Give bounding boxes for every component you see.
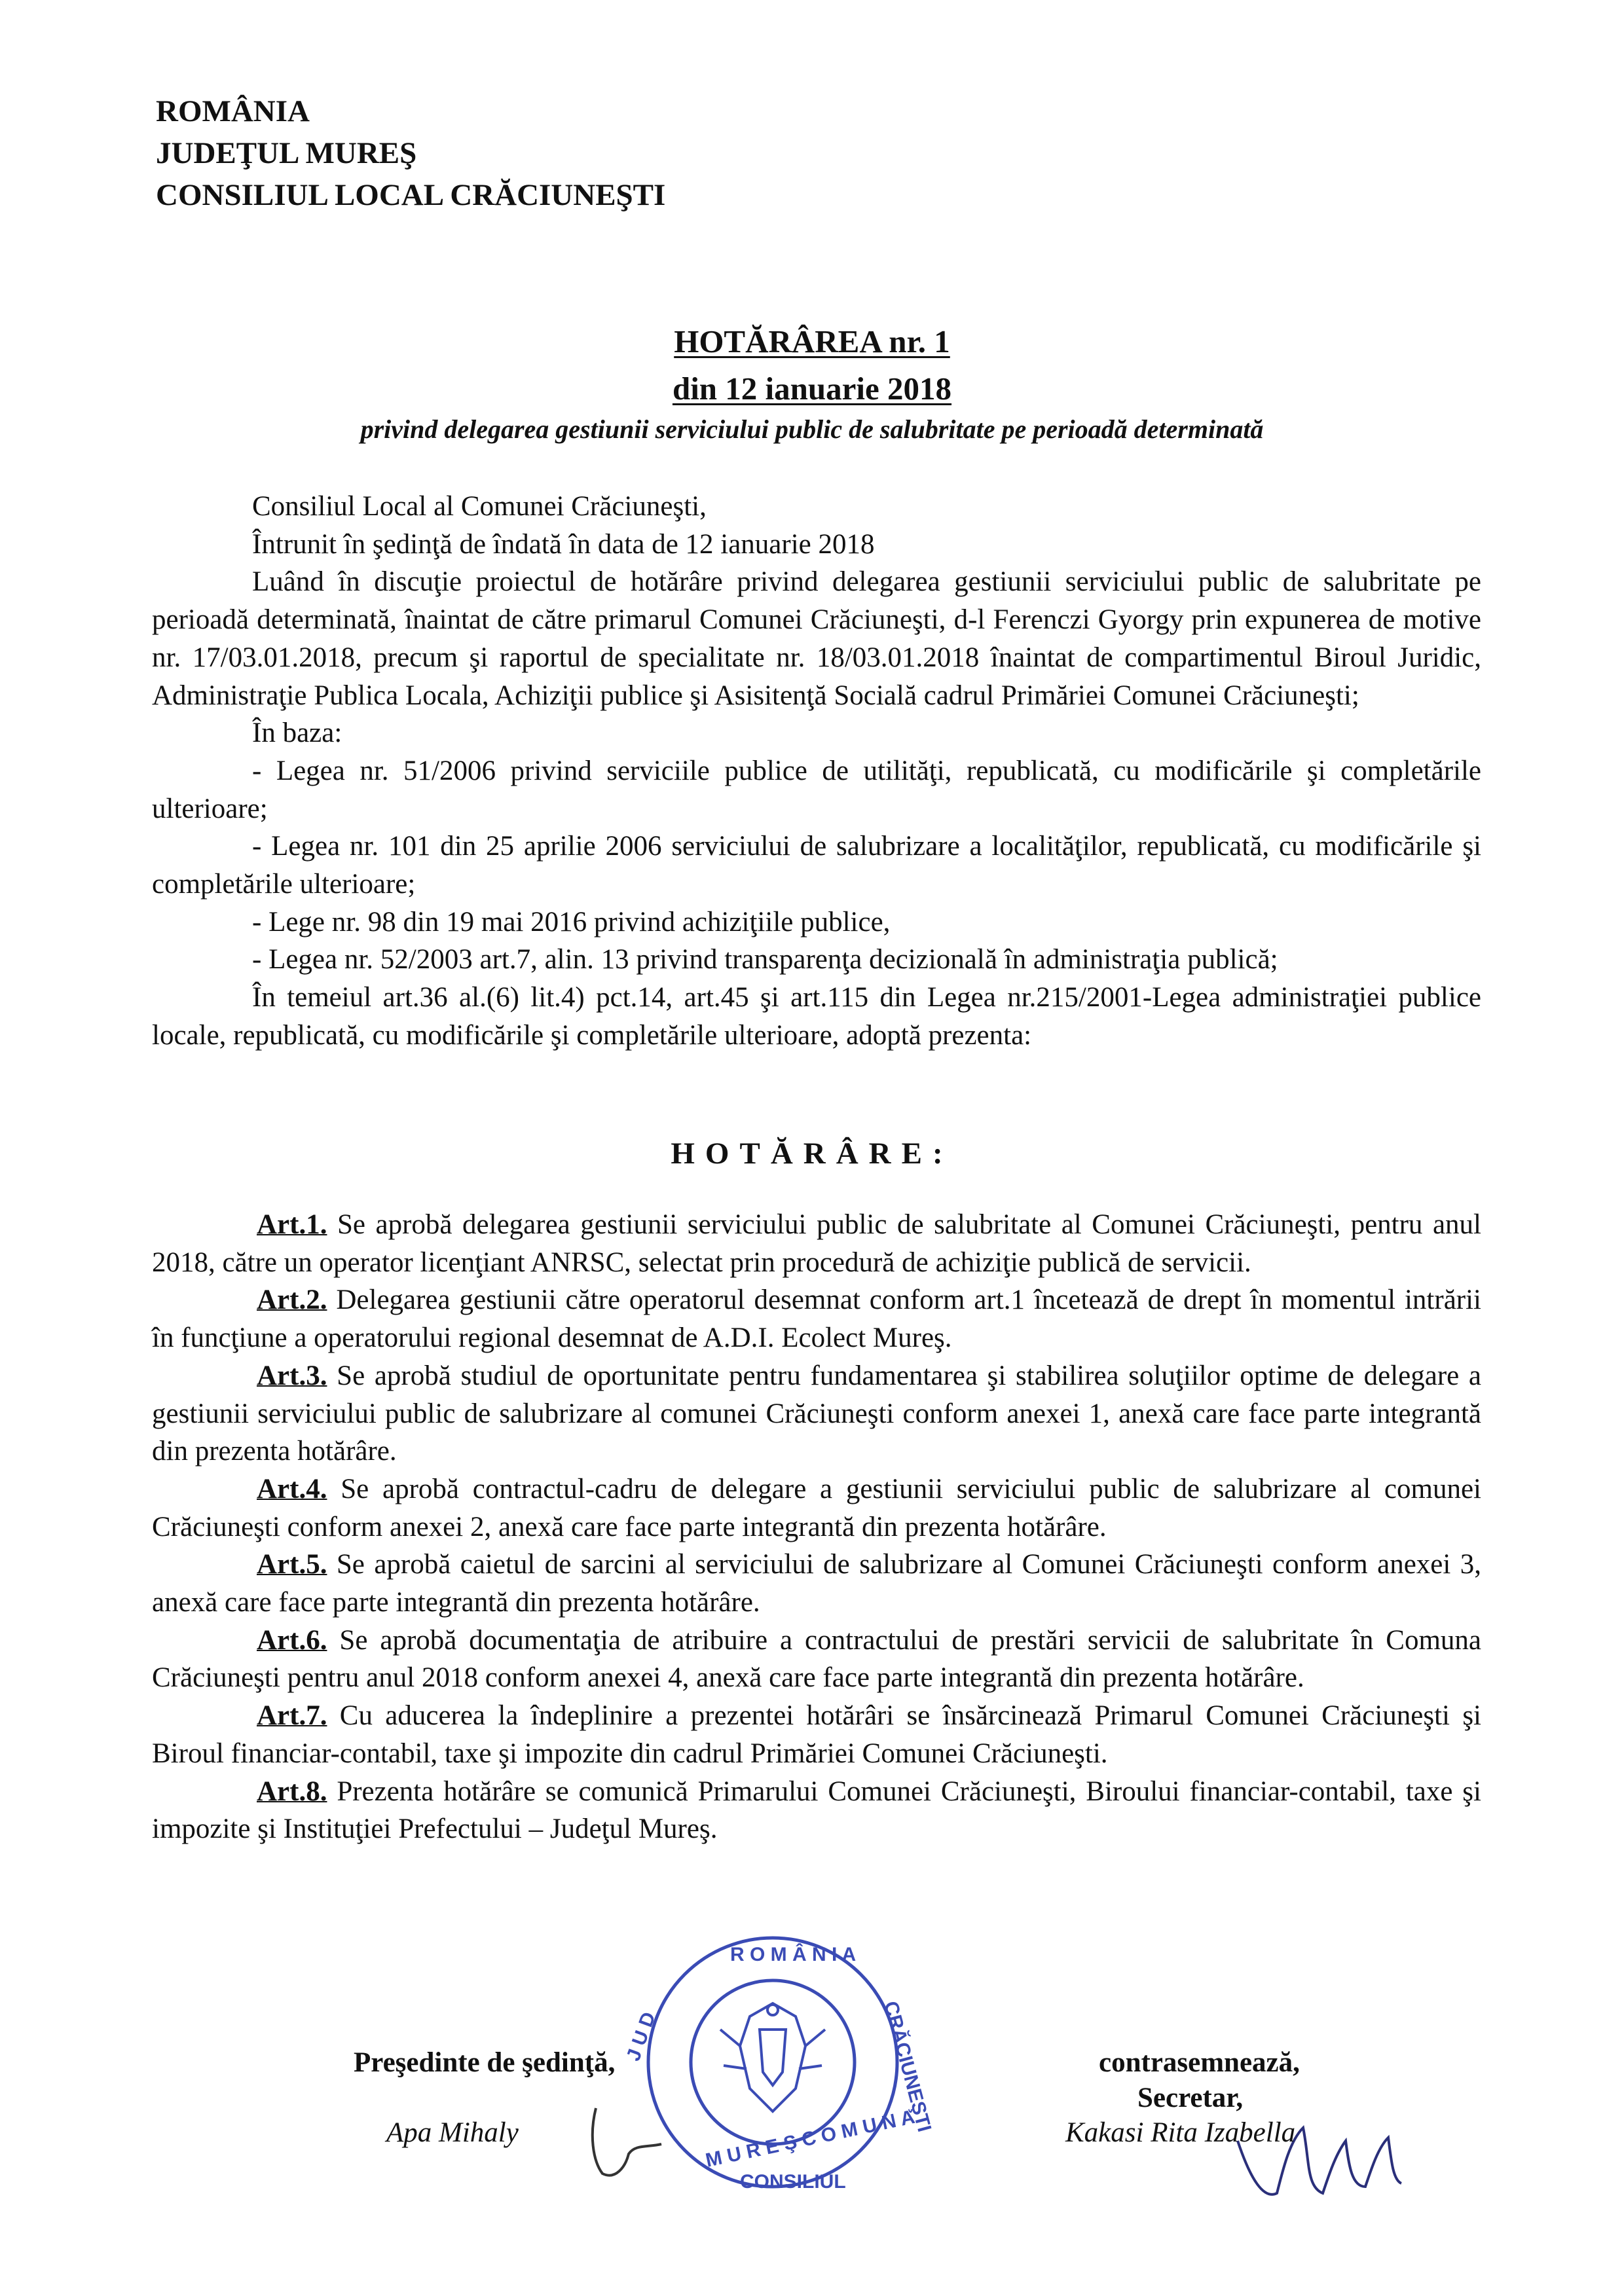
article-label: Art.7. (257, 1700, 327, 1732)
countersign-label: contrasemnează, (1099, 2047, 1300, 2078)
svg-text:CRĂCIUNEŞTI: CRĂCIUNEŞTI (879, 1999, 936, 2134)
article-text: Se aprobă studiul de oportunitate pentru fundamentarea şi stabilirea soluţiilor optime de delegare a gestiunii serviciului public de salubrizare al comunei Crăciuneşti conform anexei 1, anexă care face parte integrantă din prezenta hotărâre. (152, 1360, 1481, 1467)
article-label: Art.4. (257, 1473, 327, 1504)
header-council: CONSILIUL LOCAL CRĂCIUNEŞTI (156, 178, 666, 212)
decision-subject: privind delegarea gestiunii serviciului public de salubritate pe perioadă determinată (360, 414, 1264, 444)
article (152, 1281, 1481, 1357)
preamble-law-2: - Legea nr. 101 din 25 aprilie 2006 serviciului de salubrizare a localităţilor, republicată, cu modificările şi completările ulterioare; (152, 831, 1481, 900)
article-label: Art.2. (257, 1285, 327, 1316)
article-text: Se aprobă documentaţia de atribuire a contractului de prestări servicii de salubritate în Comuna Crăciuneşti pentru anul 2018 conform anexei 4, anexă care face parte integrantă din prezenta hotărâre. (152, 1624, 1481, 1694)
article-label: Art.1. (257, 1209, 327, 1240)
coat-of-arms-icon (720, 2003, 825, 2111)
header-country: ROMÂNIA (156, 94, 310, 128)
preamble-law-4: - Legea nr. 52/2003 art.7, alin. 13 privind transparenţa decizională în administraţia publică; (252, 944, 1278, 975)
document-header (156, 90, 942, 216)
preamble-law-1: - Legea nr. 51/2006 privind serviciile publice de utilităţi, republicată, cu modificările şi completările ulterioare; (152, 755, 1481, 824)
preamble-council: Consiliul Local al Comunei Crăciuneşti, (252, 491, 707, 522)
article (152, 1773, 1481, 1848)
preamble-legal-basis: În temeiul art.36 al.(6) lit.4) pct.14, art.45 şi art.115 din Legea nr.215/2001-Legea administraţiei publice locale, republicată, cu modificările şi completările ulterioare, adoptă prezenta: (152, 982, 1481, 1051)
decision-heading: HOTĂRÂRE: (671, 1137, 953, 1171)
decision-title: HOTĂRÂREA nr. 1 (674, 323, 950, 359)
preamble-meeting: Întrunit în şedinţă de îndată în data de 12 ianuarie 2018 (252, 528, 875, 560)
article-text: Prezenta hotărâre se comunică Primarului Comunei Crăciuneşti, Biroului financiar-contabil, taxe şi impozite şi Instituţiei Prefectului – Judeţul Mureş. (152, 1776, 1481, 1845)
svg-text:R O M Â N I A: R O M Â N I A (730, 1944, 857, 1965)
article-label: Art.3. (257, 1360, 327, 1391)
secretary-name: Kakasi Rita Izabella (1065, 2117, 1296, 2148)
article (152, 1697, 1481, 1772)
preamble-basis: În baza: (252, 718, 342, 749)
article (152, 1546, 1481, 1621)
article-text: Se aprobă caietul de sarcini al serviciului de salubrizare al Comunei Crăciuneşti conform anexei 3, anexă care face parte integrantă din prezenta hotărâre. (152, 1549, 1481, 1618)
article-text: Delegarea gestiunii către operatorul desemnat conform art.1 încetează de drept în momentul intrării în funcţiune a operatorului regional desemnat de A.D.I. Ecolect Mureş. (152, 1285, 1481, 1354)
article (152, 1622, 1481, 1697)
svg-text:CONSILIUL: CONSILIUL (740, 2171, 846, 2193)
preamble (152, 488, 1481, 1055)
article-label: Art.8. (257, 1776, 327, 1807)
article-text: Cu aducerea la îndeplinire a prezentei hotărâri se însărcinează Primarul Comunei Crăciuneşti şi Biroul financiar-contabil, taxe şi impozite din cadrul Primăriei Comunei Crăciuneşti. (152, 1700, 1481, 1769)
article-text: Se aprobă delegarea gestiunii serviciului public de salubritate al Comunei Crăciuneşti, pentru anul 2018, către un operator licenţiant ANRSC, selectat prin procedură de achiziţie publică de servicii. (152, 1209, 1481, 1278)
chairman-title: Preşedinte de şedinţă, (354, 2047, 616, 2078)
article (152, 1357, 1481, 1470)
secretary-title: Secretar, (1137, 2083, 1244, 2113)
preamble-law-3: - Lege nr. 98 din 19 mai 2016 privind achiziţiile publice, (252, 906, 891, 938)
article (152, 1470, 1481, 1546)
svg-text:M U R E Ş C O M U N A: M U R E Ş C O M U N A (703, 2105, 917, 2172)
article-label: Art.5. (257, 1549, 327, 1580)
article-text: Se aprobă contractul-cadru de delegare a gestiunii serviciului public de salubrizare al comunei Crăciuneşti conform anexei 2, anexă care face parte integrantă din prezenta hotărâre. (152, 1473, 1481, 1542)
decision-date: din 12 ianuarie 2018 (672, 371, 952, 407)
chairman-name: Apa Mihaly (386, 2117, 519, 2148)
left-signature (576, 2082, 694, 2187)
article-label: Art.6. (257, 1624, 327, 1656)
svg-text:J U D: J U D (622, 2009, 660, 2064)
articles (152, 1206, 1481, 1848)
article (152, 1206, 1481, 1281)
header-county: JUDEŢUL MUREŞ (156, 136, 417, 170)
preamble-project: Luând în discuţie proiectul de hotărâre privind delegarea gestiunii serviciului public de salubritate pe perioadă determinată, înaintat de către primarul Comunei Crăciuneşti, d-l Ferenczi Gyorgy prin expunerea de motive nr. 17/03.01.2018, precum şi raportul de specialitate nr. 18/03.01.2018 înaintat de compartimentul Biroul Juridic, Administraţie Publica Locala, Achiziţii publice şi Asisitenţă Socială cadrul Primăriei Comunei Crăciuneşti; (152, 566, 1481, 711)
